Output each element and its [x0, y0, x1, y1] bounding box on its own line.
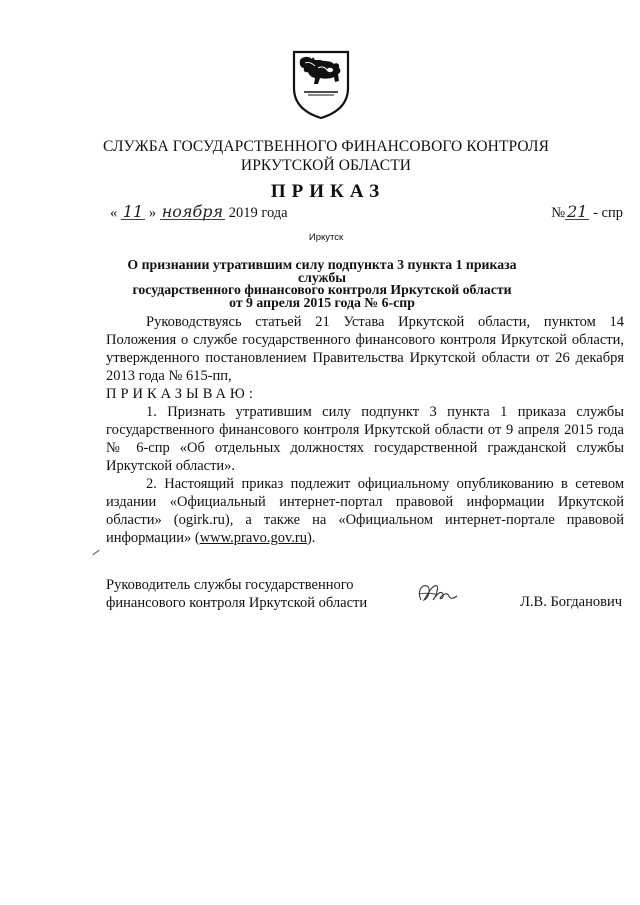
order-word: ПРИКАЗЫВАЮ: [106, 386, 257, 402]
coat-of-arms-icon [290, 48, 352, 120]
organization-name [0, 137, 640, 175]
signer-name: Л.В. Богданович [520, 594, 622, 610]
item2-end: ). [306, 530, 316, 546]
signer-position-line1: Руководитель службы государственного [106, 577, 354, 593]
date-month-handwritten: ноября [161, 202, 224, 221]
organization-name-line1: СЛУЖБА ГОСУДАРСТВЕННОГО ФИНАНСОВОГО КОНТРОЛЯ [102, 138, 550, 155]
date-close-quote: » [148, 205, 157, 221]
title-line2: государственного финансового контроля Иркутской области [132, 282, 512, 298]
order-title [106, 259, 538, 309]
number-prefix: № [551, 205, 566, 221]
signer-position-line2: финансового контроля Иркутской области [106, 595, 368, 611]
handwritten-signature-icon [415, 578, 459, 606]
order-date [110, 202, 288, 222]
document-type: ПРИКАЗ [270, 181, 386, 202]
order-item-1: 1. Признать утратившим силу подпункт 3 пункта 1 приказа службы государственного финансового контроля Иркутской области от 9 апреля 2015 года № 6-спр «Об отдельных должностях государственной гражданской службы Иркутской области». [106, 404, 624, 474]
number-suffix: - спр [593, 205, 623, 221]
item2-text: 2. Настоящий приказ подлежит официальному опубликованию в сетевом издании «Официальный интернет-портал правовой информации Иркутской области» (ogirk.ru), а также на «Официальном интернет-портале правовой информации» ( [106, 476, 624, 546]
date-day-handwritten: 11 [122, 202, 144, 221]
order-number [551, 202, 623, 222]
number-handwritten: 21 [567, 202, 588, 221]
signer-position [106, 576, 367, 612]
organization-name-line2: ИРКУТСКОЙ ОБЛАСТИ [240, 157, 412, 174]
margin-mark [92, 550, 99, 555]
preamble-paragraph: Руководствуясь статьей 21 Устава Иркутской области, пунктом 14 Положения о службе государственного финансового контроля Иркутской области, утвержденного постановлением Правительства Иркутской области от 26 декабря 2013 года № 615-пп, [106, 314, 624, 384]
date-year: 2019 года [228, 205, 288, 221]
title-line1: О признании утратившим силу подпункта 3 пункта 1 приказа службы [127, 257, 517, 285]
city-name: Иркутск [308, 232, 344, 243]
order-body [106, 313, 624, 547]
order-item-2 [106, 475, 624, 547]
pravo-gov-link[interactable]: www.pravo.gov.ru [199, 530, 307, 546]
title-line3: от 9 апреля 2015 года № 6-спр [229, 294, 415, 310]
date-open-quote: « [110, 205, 118, 221]
